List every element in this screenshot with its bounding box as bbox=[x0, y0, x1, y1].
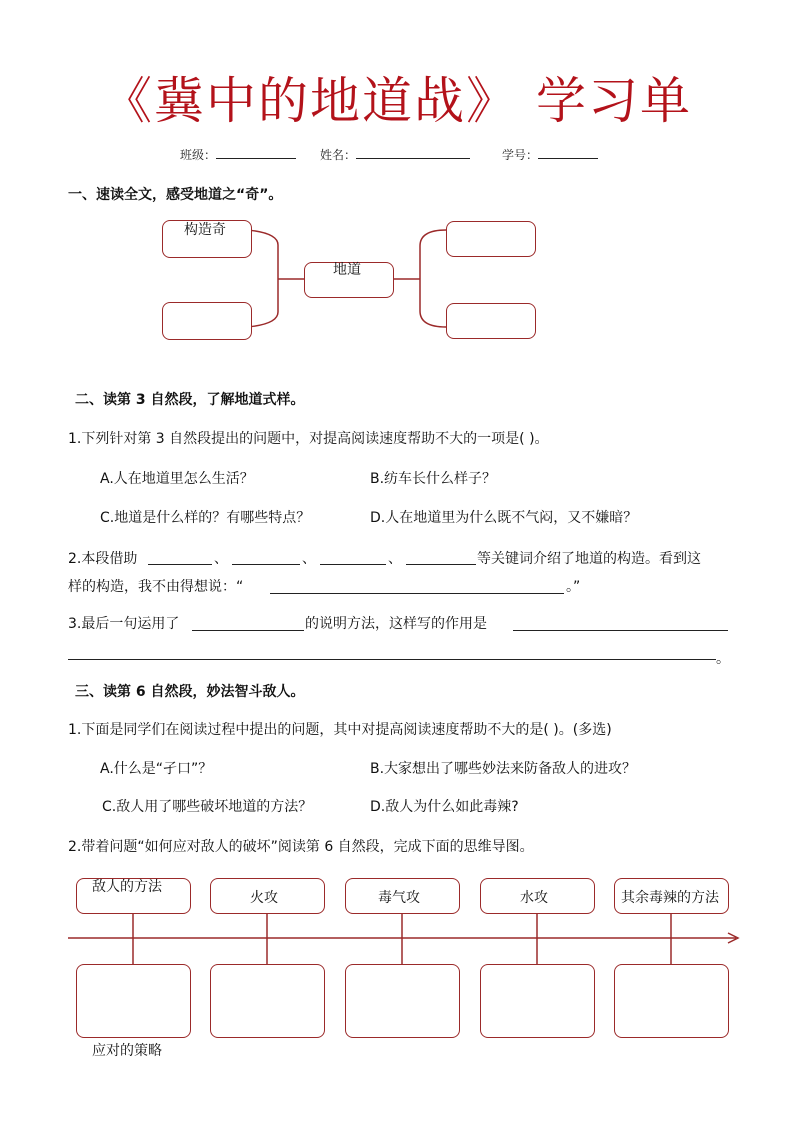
section3-q1-option-b[interactable]: B.大家想出了哪些妙法来防备敌人的进攻？ bbox=[370, 761, 637, 777]
mindmap-box-top-right[interactable] bbox=[446, 221, 536, 257]
section2-q3-blank-3[interactable] bbox=[68, 659, 716, 660]
mindmap-box-bottom-left[interactable] bbox=[162, 302, 252, 340]
timeline-bottom-box-5[interactable] bbox=[614, 964, 729, 1038]
section3-q1: 1.下面是同学们在阅读过程中提出的问题，其中对提高阅读速度帮助不大的是( )。(多选) bbox=[68, 722, 612, 738]
section2-q3-prefix: 3.最后一句运用了 bbox=[68, 616, 180, 632]
section2-q1-option-d[interactable]: D.人在地道里为什么既不气闷，又不嫌暗？ bbox=[370, 510, 638, 526]
section2-q2-sep-2: 、 bbox=[302, 551, 316, 567]
timeline-bottom-box-1[interactable] bbox=[76, 964, 191, 1038]
id-field bbox=[502, 146, 598, 163]
section2-q1-option-b[interactable]: B.纺车长什么样子？ bbox=[370, 471, 497, 487]
section2-q2-blank-4[interactable] bbox=[406, 564, 476, 565]
timeline-top-label-5: 其余毒辣的方法 bbox=[621, 890, 719, 906]
id-blank[interactable] bbox=[538, 146, 598, 159]
class-label: 班级： bbox=[180, 148, 217, 162]
section2-q2-line2-prefix: 样的构造，我不由得想说：“ bbox=[68, 579, 244, 595]
page-title: 《冀中的地道战》 学习单 bbox=[102, 72, 692, 130]
timeline-top-label-3: 毒气攻 bbox=[378, 890, 420, 906]
section2-q2-sep-3: 、 bbox=[388, 551, 402, 567]
timeline-top-label-4: 水攻 bbox=[520, 890, 548, 906]
name-label: 姓名： bbox=[320, 148, 357, 162]
timeline-bottom-box-3[interactable] bbox=[345, 964, 460, 1038]
section1-heading: 一、速读全文，感受地道之“奇”。 bbox=[68, 187, 283, 203]
section2-q2-line2-suffix: 。” bbox=[566, 579, 581, 595]
class-blank[interactable] bbox=[216, 146, 296, 159]
name-blank[interactable] bbox=[356, 146, 470, 159]
section2-q2-blank-2[interactable] bbox=[232, 564, 300, 565]
section2-q3-blank-2[interactable] bbox=[513, 630, 728, 631]
section3-heading: 三、读第 6 自然段，妙法智斗敌人。 bbox=[75, 684, 305, 700]
section2-q3-mid: 的说明方法，这样写的作用是 bbox=[305, 616, 487, 632]
section2-q2-blank-3[interactable] bbox=[320, 564, 386, 565]
class-field bbox=[180, 146, 296, 163]
section3-q1-option-c[interactable]: C.敌人用了哪些破坏地道的方法？ bbox=[102, 799, 313, 815]
section2-q2-prefix: 2.本段借助 bbox=[68, 551, 138, 567]
section3-q2: 2.带着问题“如何应对敌人的破坏”阅读第 6 自然段，完成下面的思维导图。 bbox=[68, 839, 534, 855]
timeline-top-label-2: 火攻 bbox=[250, 890, 278, 906]
name-field bbox=[320, 146, 470, 163]
section2-q1-option-c[interactable]: C.地道是什么样的？有哪些特点？ bbox=[100, 510, 311, 526]
section3-q1-option-d[interactable]: D.敌人为什么如此毒辣? bbox=[370, 799, 519, 815]
mindmap-label-top-left: 构造奇 bbox=[184, 222, 226, 238]
section2-q1: 1.下列针对第 3 自然段提出的问题中，对提高阅读速度帮助不大的一项是( )。 bbox=[68, 431, 549, 447]
section2-heading: 二、读第 3 自然段，了解地道式样。 bbox=[75, 392, 305, 408]
id-label: 学号： bbox=[502, 148, 539, 162]
section2-q3-end: 。 bbox=[716, 651, 730, 667]
section2-q2-blank-5[interactable] bbox=[270, 593, 564, 594]
timeline-top-label-1: 敌人的方法 bbox=[92, 879, 162, 895]
timeline-bottom-box-4[interactable] bbox=[480, 964, 595, 1038]
mindmap-center-label: 地道 bbox=[333, 262, 361, 278]
section2-q3-blank-1[interactable] bbox=[192, 630, 304, 631]
mindmap-box-bottom-right[interactable] bbox=[446, 303, 536, 339]
section2-q2-blank-1[interactable] bbox=[148, 564, 212, 565]
section2-q2-suffix: 等关键词介绍了地道的构造。看到这 bbox=[477, 551, 701, 567]
section3-q1-option-a[interactable]: A.什么是“孑口”？ bbox=[100, 761, 213, 777]
timeline-bottom-label: 应对的策略 bbox=[92, 1043, 162, 1059]
section2-q1-option-a[interactable]: A.人在地道里怎么生活？ bbox=[100, 471, 254, 487]
section2-q2-sep-1: 、 bbox=[214, 551, 228, 567]
timeline-bottom-box-2[interactable] bbox=[210, 964, 325, 1038]
